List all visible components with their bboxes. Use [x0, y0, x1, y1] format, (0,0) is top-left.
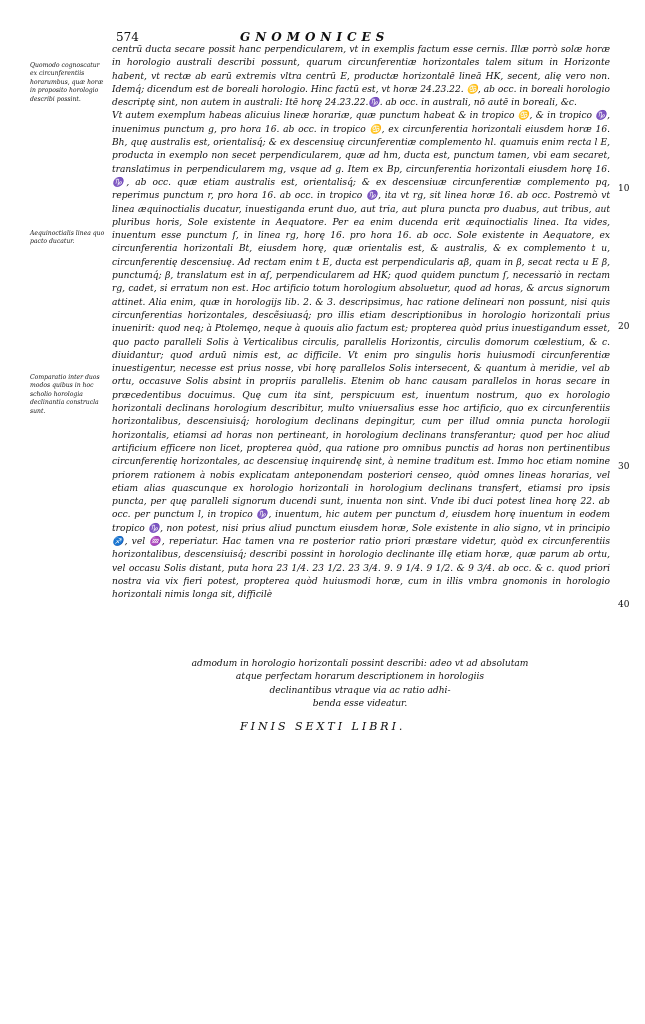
page-number: 574 — [116, 30, 139, 44]
line-number: 30 — [618, 462, 630, 472]
body-tail: admodum in horologio horizontali possint describi: adeo vt ad absolutam atque perfectam horarum descriptionem in horologiis declinantibus vtraque via ac ratio adhi- benda esse videatur. — [191, 659, 529, 709]
body-text: centrū ducta secare possit hanc perpendicularem, vt in exemplis factum esse cernis. Illæ porrò solæ horæ in horologio australi describi possunt, quarum circunferentiæ horizontales talem situm in Horizonte habent, vt rectæ ab earū extremis vltra centrū E, productæ horizontalē lineā HK, secent, alię vero non. Idemq́; dicendum est de boreali horologio. Hinc factū est, vt horæ 24.23.22. ♋, ab occ. in boreali horologio descriptę sint, non autem in australi: Itē horę 24.23.22.♑. ab occ. in australi, nō autē in boreali, &c. Vt autem exemplum habeas alicuius lineæ horariæ, quæ punctum habeat & in tropico ♋, & in tropico ♑, inuenimus punctum g, pro hora 16. ab occ. in tropico ♋, ex circunferentia horizontali eiusdem horæ 16. Bh, quę australis est, orientalisq́; & ex descensiuę circunferentiæ complemento hl. quamuis enim recta l E, producta in exemplo non secet perpendicularem, quæ ad hm, ducta est, punctum tamen, vbi eam secaret, translatimus in perpendicularem mg, vsque ad g. Item ex Bp, circunferentia horizontali eiusdem horę 16. ♑, ab occ. quæ etiam australis est, orientalisq́; & ex descensiuæ circunferentiæ complemento pq, reperimus punctum r, pro hora 16. ab occ. in tropico ♑, ita vt rg, sit linea horæ 16. ab occ. Postremò vt linea æquinoctialis ducatur, inuestiganda erunt duo, aut tria, aut plura puncta pro duabus, aut tribus, aut pluribus horis, Sole existente in Aequatore. Per ea enim ducenda erit æquinoctialis linea. Ita vides, inuentum esse punctum ſ, in linea rg, horę 16. pro hora 16. ab occ. Sole existente in Aequatore, ex circunferentia horizontali Bt, eiusdem horę, quæ orientalis est, & australis, & ex complemento t u, circunferentię descensiuę. Ad rectam enim t E, ducta est perpendicularis αβ, quam in β, secat recta u E β, punctumq́; β, translatum est in αſ, perpendicularem ad HK; quod quidem punctum ſ, necessariò in rectam rg, cadet, si erratum non est. Hoc artificio totum horologium absoluetur, quod ad horas, & arcus signorum attinet. Alia enim, quæ in horologijs lib. 2. & 3. descripsimus, hac ratione delineari non possunt, nisi quis circunferentias horizontales, descẽsiuasq́; pro illis etiam descriptionibus in horologio horizontali prius inuenirit: quod neq; à Ptolemęo, neque à quouis alio factum est; propterea quòd prius inuestigandum esset, quo pacto paralleli Solis à Verticalibus circulis, parallelis Horizontis, circulis domorum cœlestium, & c. diuidantur; quod arduū nimis est, ac difficile. Vt enim pro singulis horis huiusmodi circunferentiæ inuestigentur, necesse est prius nosse, vbi horę parallelos Solis intersecent, & quantum à meridie, vel ab ortu, occasuve Solis absint in propriis parallelis. Etenim ob hanc causam parallelos in horas secare in præcedentibus docuimus. Quę cum ita sint, perspicuum est, inuentum nostrum, quo ex horologio horizontali declinans horologium describitur, multo vniuersalius esse hoc artificio, quo ex circunferentiis horizontalibus, descensiuisq́; horologium declinans depingitur, cum per illud omnia puncta horologii horizontalis, etiamsi ad horas non pertineant, in horologium declinans transferantur; quod per hoc aliud artificium efficere non licet, propterea quòd, qua ratione pro omnibus punctis ad horas non pertinentibus circunferentię horizontales, ac descensiuę inquirendę sint, à nemine traditum est. Immo hoc etiam nomine priorem rationem à nobis explicatam anteponendam posteriori censeo, quòd omnes lineas horarias, vel etiam alias quascunque ex horologio horizontali in horologium declinans transfert, etiamsi pro ipsis puncta, per quę paralleli signorum ducendi sunt, inuenta non sint. Vnde ibi duci potest linea horę 22. ab occ. per punctum l, in tropico ♑, inuentum, hic autem per punctum d, eiusdem horę inuentum in eodem tropico ♑, non potest, nisi prius aliud punctum eiusdem horæ, Sole existente in alio signo, vt in principio ♐, vel ♒, reperiatur. Hac tamen vna re posterior ratio priori præstare videtur, quòd ex circunferentiis horizontalibus, descensiuisq́; describi possint in horologio declinante illę etiam horæ, quæ parum ab ortu, vel occasu Solis distant, puta hora 23 1/4. 23 1/2. 23 3/4. 9. 9 1/4. 9 1/2. & 9 3/4. ab occ. & c. quod priori nostra via vix fieri potest, propterea quòd huiusmodi horæ, cum in illis vmbra gnomonis in horologio horizontali nimis longa sit, difficilè — [112, 45, 610, 601]
line-number: 40 — [618, 600, 630, 610]
margin-note: Quomodo cognoscatur ex circunferentiis horarumbus, quæ horæ in proposito horologio describi possint. — [30, 62, 104, 103]
line-number: 10 — [618, 184, 630, 194]
margin-note: Aequinoctialis linea quo pacto ducatur. — [30, 230, 105, 246]
margin-note: Comparatio inter duos modos quibus in hoc scholio horologia declinantia construcla sunt. — [30, 374, 100, 415]
running-head: GNOMONICES — [240, 30, 390, 44]
line-number: 20 — [618, 322, 630, 332]
finis-line: FINIS SEXTI LIBRI. — [240, 720, 406, 733]
